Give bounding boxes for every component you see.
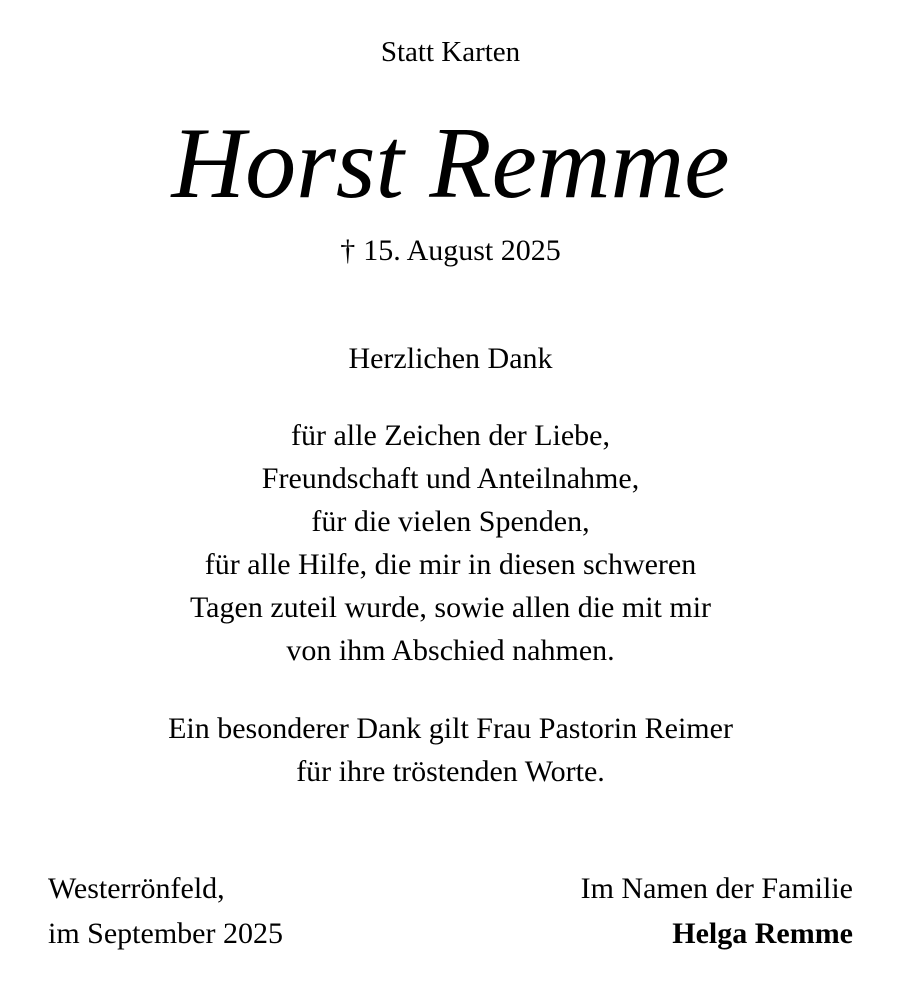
special-thanks xyxy=(48,707,853,793)
notice-footer xyxy=(48,866,853,956)
body-line: Tagen zuteil wurde, sowie allen die mit mir xyxy=(189,591,712,624)
special-thanks-line: für ihre tröstenden Worte. xyxy=(296,755,605,788)
thanks-body xyxy=(48,414,853,672)
body-line: für alle Zeichen der Liebe, xyxy=(291,419,610,452)
family-intro: Im Namen der Familie xyxy=(580,872,853,905)
deceased-name: Horst Remme xyxy=(171,107,730,220)
special-thanks-line: Ein besonderer Dank gilt Frau Pastorin Reimer xyxy=(168,712,733,745)
death-date-line xyxy=(48,232,853,270)
family-name: Helga Remme xyxy=(672,917,853,950)
date-line: im September 2025 xyxy=(48,917,283,950)
thanks-heading: Herzlichen Dank xyxy=(348,342,553,375)
place-line: Westerrönfeld, xyxy=(48,872,225,905)
dagger-cross-icon: † xyxy=(340,234,356,267)
family-block xyxy=(581,866,853,956)
body-line: Freundschaft und Anteilnahme, xyxy=(261,462,640,495)
body-line: von ihm Abschied nahmen. xyxy=(286,634,615,667)
body-line: für die vielen Spenden, xyxy=(311,505,590,538)
place-date-block xyxy=(48,866,283,956)
preamble-text: Statt Karten xyxy=(380,36,521,68)
body-line: für alle Hilfe, die mir in diesen schweren xyxy=(204,548,697,581)
death-date: 15. August 2025 xyxy=(363,234,561,267)
